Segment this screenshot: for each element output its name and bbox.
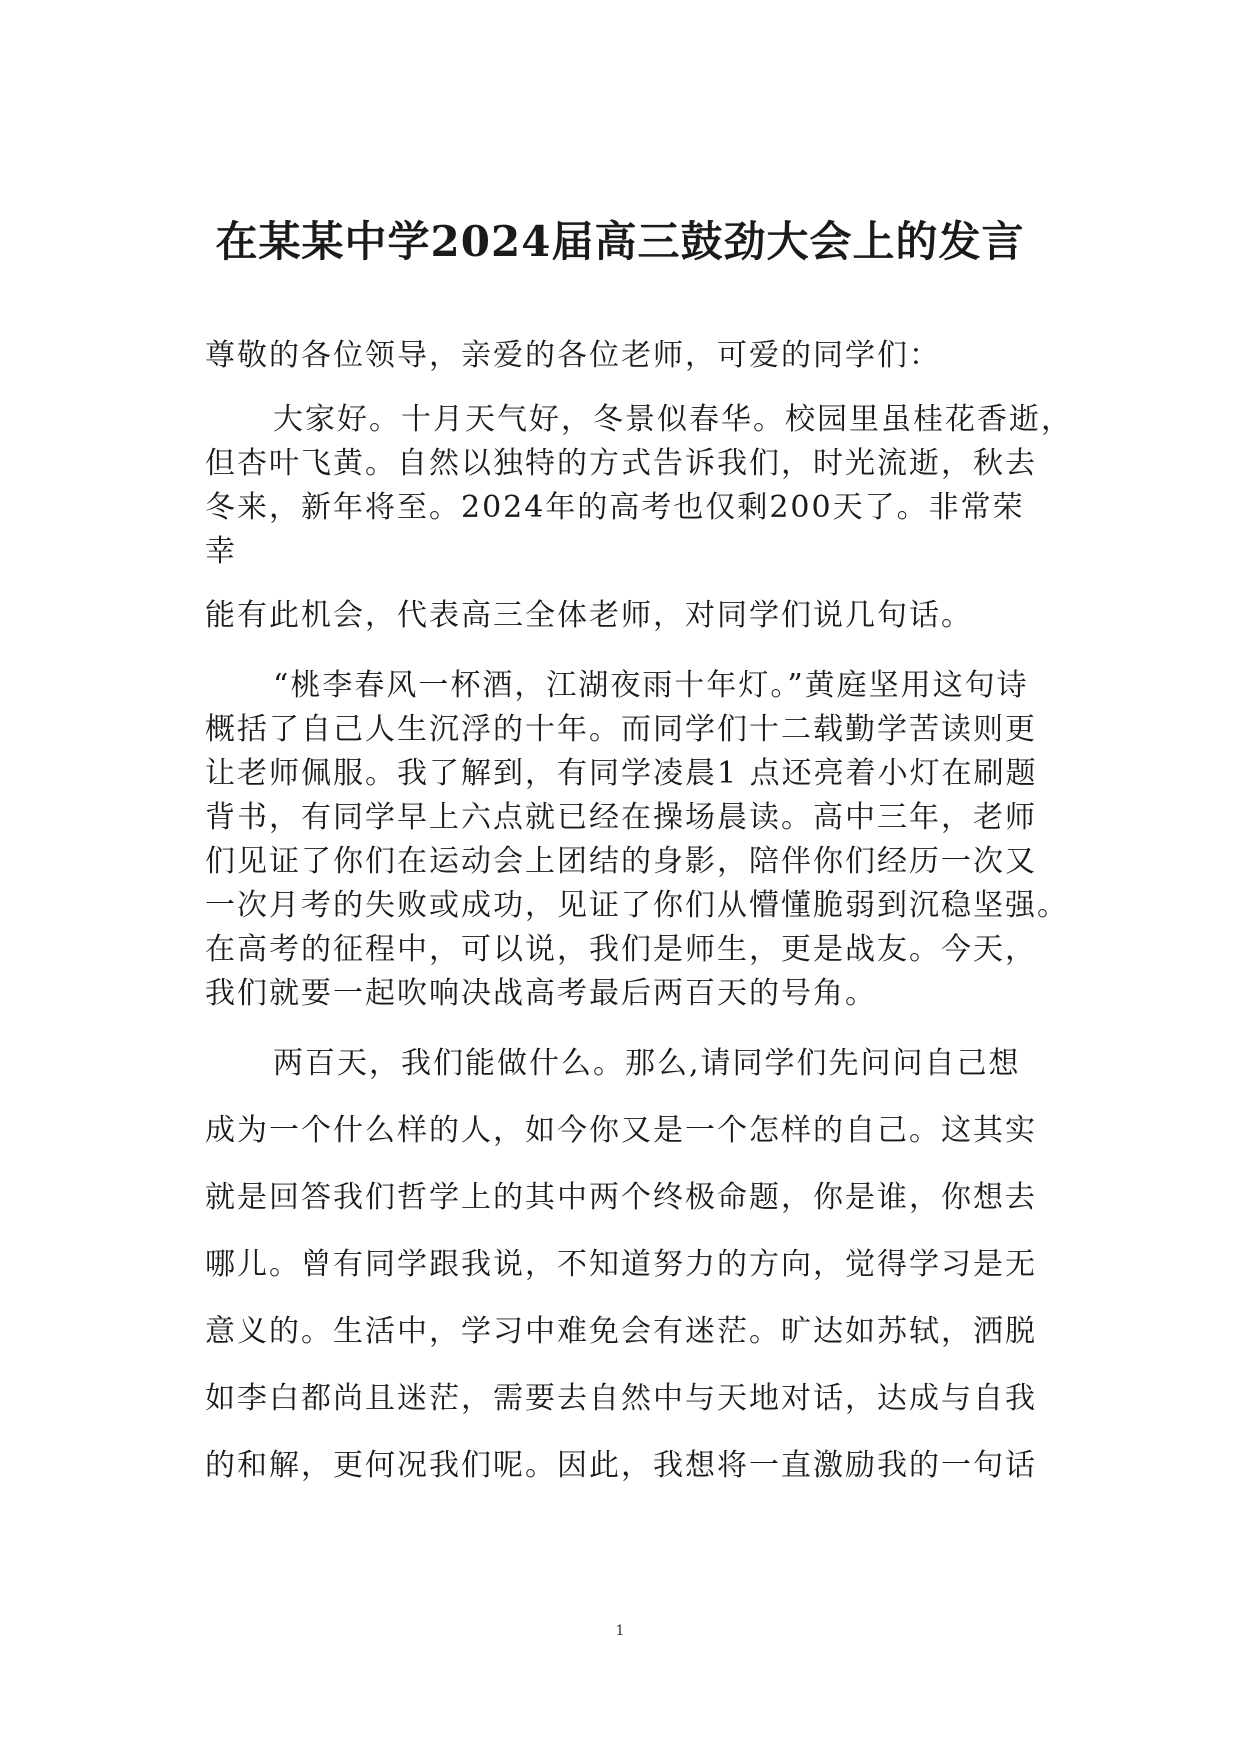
paragraph-3-line-2: 成为一个什么样的人，如今你又是一个怎样的自己。这其实 bbox=[205, 1113, 1037, 1148]
document-title: 在某某中学2024届高三鼓劲大会上的发言 bbox=[215, 217, 1025, 266]
salutation: 尊敬的各位领导，亲爱的各位老师，可爱的同学们： bbox=[205, 338, 941, 373]
paragraph-1-line-4: 幸 bbox=[205, 534, 237, 569]
paragraph-3-line-4: 哪儿。曾有同学跟我说，不知道努力的方向，觉得学习是无 bbox=[205, 1247, 1037, 1282]
paragraph-3-line-6: 如李白都尚且迷茫，需要去自然中与天地对话，达成与自我 bbox=[205, 1381, 1037, 1416]
paragraph-2-line-3: 让老师佩服。我了解到，有同学凌晨1 点还亮着小灯在刷题 bbox=[205, 756, 1038, 791]
paragraph-2-line-8: 我们就要一起吹响决战高考最后两百天的号角。 bbox=[205, 976, 877, 1011]
paragraph-3-line-3: 就是回答我们哲学上的其中两个终极命题，你是谁，你想去 bbox=[205, 1180, 1037, 1215]
document-body bbox=[205, 334, 1073, 1488]
paragraph-3-line-5: 意义的。生活中，学习中难免会有迷茫。旷达如苏轼，洒脱 bbox=[205, 1314, 1037, 1349]
paragraph-1-line-2: 但杏叶飞黄。自然以独特的方式告诉我们，时光流逝，秋去 bbox=[205, 446, 1037, 481]
paragraph-1-line-5: 能有此机会，代表高三全体老师，对同学们说几句话。 bbox=[205, 598, 973, 633]
paragraph-3-line-7: 的和解，更何况我们呢。因此，我想将一直激励我的一句话 bbox=[205, 1448, 1037, 1483]
paragraph-2-line-7: 在高考的征程中，可以说，我们是师生，更是战友。今天， bbox=[205, 932, 1037, 967]
paragraph-2-line-1: “桃李春风一杯酒，江湖夜雨十年灯。”黄庭坚用这句诗 bbox=[273, 668, 1029, 703]
paragraph-2-line-5: 们见证了你们在运动会上团结的身影，陪伴你们经历一次又 bbox=[205, 844, 1037, 879]
paragraph-2-line-6: 一次月考的失败或成功，见证了你们从懵懂脆弱到沉稳坚强。 bbox=[205, 888, 1069, 923]
paragraph-3-line-1: 两百天，我们能做什么。那么,请同学们先问问自己想 bbox=[273, 1046, 1021, 1081]
paragraph-2-line-2: 概括了自己人生沉浮的十年。而同学们十二载勤学苦读则更 bbox=[205, 712, 1037, 747]
paragraph-1-line-3: 冬来，新年将至。2024年的高考也仅剩200天了。非常荣 bbox=[205, 490, 1025, 525]
paragraph-1-line-1: 大家好。十月天气好，冬景似春华。校园里虽桂花香逝， bbox=[273, 402, 1073, 437]
paragraph-2-line-4: 背书，有同学早上六点就已经在操场晨读。高中三年，老师 bbox=[205, 800, 1037, 835]
page-number: 1 bbox=[615, 1623, 625, 1639]
